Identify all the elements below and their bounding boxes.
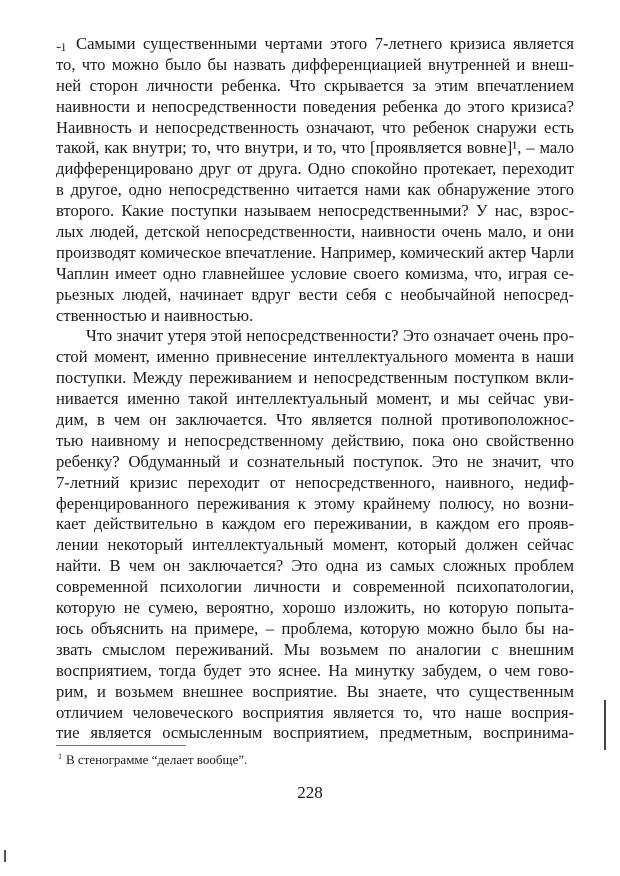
text-line: 7-летний кризис переходит от непосредственного, наивного, недиф- xyxy=(56,472,574,492)
scan-edge-mark xyxy=(604,700,606,750)
text-line: лых людей, детской непосредственности, наивности очень мало, и они xyxy=(56,222,574,242)
text-line: производят комическое впечатление. Например, комический актер Чарли xyxy=(56,242,574,262)
text-line: рим, и возьмем внешнее восприятие. Вы знаете, что существенным xyxy=(56,681,574,701)
scan-speck xyxy=(4,850,6,862)
text-line: нивается именно такой интеллектуальный момент, и мы сейчас уви- xyxy=(56,389,574,409)
text-line: которую не сумею, вероятно, хорошо изложить, но которую попыта- xyxy=(56,598,574,618)
text-line: стой момент, именно привнесение интеллектуального момента в наши xyxy=(56,347,574,367)
text-line: современной психологии личности и современной психопатологии, xyxy=(56,577,574,597)
text-line: ребенку? Обдуманный и сознательный поступок. Это не значит, что xyxy=(56,451,574,471)
text-line: Наивность и непосредственность означают, что ребенок снаружи есть xyxy=(56,117,574,137)
text-line: отличием человеческого восприятия является то, что наше восприя- xyxy=(56,702,574,722)
text-line: ней сторон личности ребенка. Что скрывается за этим впечатлением xyxy=(56,75,574,95)
text-line: найти. В чем он заключается? Это одна из самых сложных проблем xyxy=(56,556,574,576)
text-line: в другое, одно непосредственно читается нами как обнаружение этого xyxy=(56,180,574,200)
margin-mark: -ı xyxy=(56,38,66,55)
text-line: Что значит утеря этой непосредственности? Это означает очень про- xyxy=(86,326,574,346)
text-line: юсь объяснить на примере, – проблема, которую можно было бы на- xyxy=(56,618,574,638)
main-text xyxy=(56,34,574,744)
text-line: второго. Какие поступки называем непосредственными? У нас, взрос- xyxy=(56,201,574,221)
text-line: звать смыслом переживаний. Мы возьмем по аналогии с внешним xyxy=(56,639,574,659)
text-line: дифференцировано друг от друга. Одно спокойно протекает, переходит xyxy=(56,159,574,179)
text-line: Чаплин имеет одно главнейшее условие своего комизма, что, играя се- xyxy=(56,263,574,283)
text-line: такой, как внутри; то, что внутри, и то, что [проявляется вовне]¹, – мало xyxy=(56,138,574,158)
text-line: ственностью и наивностью. xyxy=(56,305,254,325)
text-line: рьезных людей, начинает вдруг вести себя с необычайной непосред- xyxy=(56,284,574,304)
text-line: кает действительно в каждом его переживании, в каждом его прояв- xyxy=(56,514,574,534)
text-line: тие является осмысленным восприятием, предметным, воспринима- xyxy=(56,723,574,743)
text-line: восприятием, тогда будет это яснее. На минутку забудем, о чем гово- xyxy=(56,660,574,680)
text-line: лении некоторый интеллектуальный момент, который должен сейчас xyxy=(56,535,574,555)
footnote-text: В стенограмме “делает вообще”. xyxy=(66,752,248,767)
footnote-number: 1 xyxy=(58,752,62,761)
text-line: дим, в чем он заключается. Что является полной противоположнос- xyxy=(56,410,574,430)
text-line: ференцированного переживания к этому крайнему полюсу, но возни- xyxy=(56,493,574,513)
text-line: поступки. Между переживанием и непосредственным поступком вкли- xyxy=(56,368,574,388)
footnote xyxy=(58,752,247,768)
page-number: 228 xyxy=(297,783,323,802)
footnote-divider xyxy=(56,745,186,746)
text-line: наивности и непосредственности поведения ребенка до этого кризиса? xyxy=(56,96,574,116)
text-line: тью наивному и непосредственному действию, пока оно свойственно xyxy=(56,430,574,450)
text-line: Самыми существенными чертами этого 7-летнего кризиса является xyxy=(76,34,574,53)
text-line: то, что можно было бы назвать дифференциацией внутренней и внеш- xyxy=(56,54,574,74)
